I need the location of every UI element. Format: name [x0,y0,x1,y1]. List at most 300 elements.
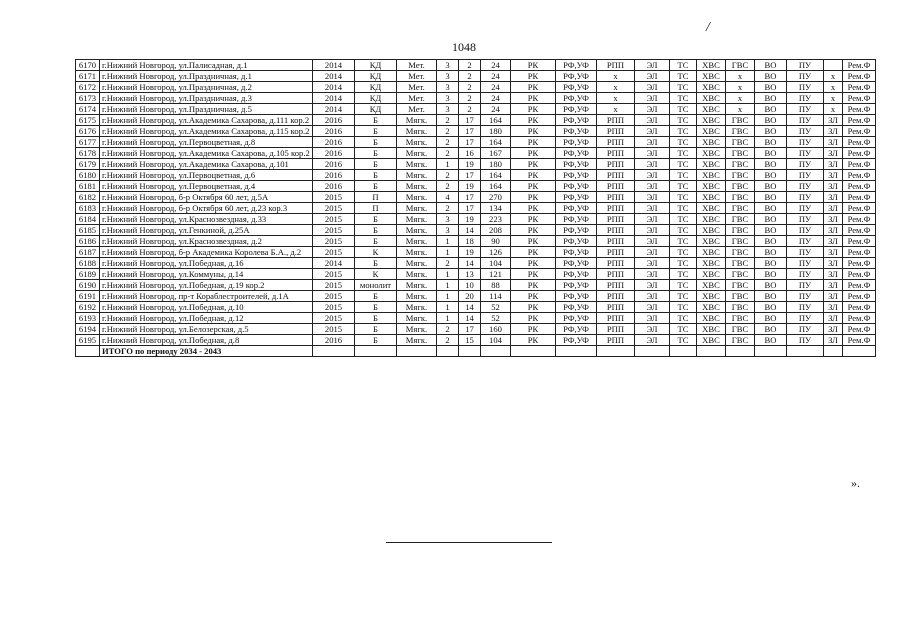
table-cell: ГВС [726,126,755,137]
row-number: 6172 [76,82,100,93]
table-cell: 14 [459,258,481,269]
buildings-table [75,59,876,357]
table-cell: ЭЛ [635,192,670,203]
table-cell: РПП [597,148,635,159]
table-cell: 16 [459,148,481,159]
table-cell: ВО [755,71,787,82]
table-cell: 2014 [313,104,355,115]
table-cell: 164 [481,181,511,192]
table-row [76,159,876,170]
table-cell: РФ,УФ [556,247,597,258]
table-cell: Мягк. [397,236,437,247]
table-cell: 90 [481,236,511,247]
table-cell: ЭЛ [635,302,670,313]
row-number: 6192 [76,302,100,313]
table-cell: РК [511,291,556,302]
table-cell: Рем.Ф [843,148,876,159]
table-cell: РК [511,324,556,335]
table-cell: ГВС [726,280,755,291]
table-cell: ЭЛ [635,148,670,159]
table-cell: ЗЛ [824,335,843,346]
table-cell: Рем.Ф [843,280,876,291]
table-cell: ТС [670,82,697,93]
address-cell: г.Нижний Новгород, ул.Победная, д.8 [100,335,313,346]
table-cell: ХВС [697,258,726,269]
table-cell: ТС [670,225,697,236]
table-cell: ТС [670,313,697,324]
table-body [76,60,876,357]
table-cell: 114 [481,291,511,302]
table-cell: ЗЛ [824,313,843,324]
table-cell: ЗЛ [824,214,843,225]
table-cell: Рем.Ф [843,170,876,181]
table-row [76,269,876,280]
table-cell: РФ,УФ [556,236,597,247]
table-cell: РФ,УФ [556,313,597,324]
table-cell: РФ,УФ [556,170,597,181]
table-cell: ЗЛ [824,258,843,269]
table-cell: КД [355,71,397,82]
table-row [76,258,876,269]
table-cell: ХВС [697,280,726,291]
table-cell: 2015 [313,236,355,247]
table-cell: х [597,82,635,93]
table-cell: 2015 [313,225,355,236]
table-cell: 3 [437,214,459,225]
table-cell: РПП [597,247,635,258]
table-cell: 164 [481,115,511,126]
table-cell: х [824,71,843,82]
table-cell [755,346,787,357]
address-cell: г.Нижний Новгород, ул.Первоцветная, д.4 [100,181,313,192]
table-cell: ВО [755,258,787,269]
table-cell: ХВС [697,93,726,104]
table-cell: 2 [459,71,481,82]
table-cell: ГВС [726,148,755,159]
table-cell: ЗЛ [824,170,843,181]
table-cell: ВО [755,126,787,137]
table-cell: ВО [755,225,787,236]
table-cell: РПП [597,335,635,346]
table-cell: РПП [597,280,635,291]
address-cell: г.Нижний Новгород, ул.Первоцветная, д.8 [100,137,313,148]
table-cell: ХВС [697,302,726,313]
table-row [76,181,876,192]
table-cell: ГВС [726,236,755,247]
table-cell: ПУ [787,148,824,159]
row-number: 6195 [76,335,100,346]
row-number: 6183 [76,203,100,214]
table-cell: Рем.Ф [843,302,876,313]
table-cell: 2 [437,203,459,214]
table-cell: РФ,УФ [556,335,597,346]
table-cell: 2016 [313,148,355,159]
table-cell: 180 [481,126,511,137]
table-cell: ХВС [697,137,726,148]
table-cell: 1 [437,269,459,280]
row-number: 6182 [76,192,100,203]
row-number: 6189 [76,269,100,280]
table-cell: РФ,УФ [556,148,597,159]
table-cell: х [597,93,635,104]
table-cell: Рем.Ф [843,181,876,192]
table-cell: 2015 [313,214,355,225]
table-cell: 2016 [313,126,355,137]
table-cell: РПП [597,225,635,236]
table-cell: х [824,93,843,104]
table-row [76,335,876,346]
table-cell: ВО [755,236,787,247]
handwritten-mark: / [706,20,710,35]
address-cell: г.Нижний Новгород, ул.Праздничная, д.3 [100,93,313,104]
table-cell: ПУ [787,181,824,192]
table-cell: Б [355,313,397,324]
table-cell: РПП [597,236,635,247]
table-cell: ХВС [697,236,726,247]
table-cell [459,346,481,357]
table-cell: ЗЛ [824,291,843,302]
table-row [76,236,876,247]
table-cell: 208 [481,225,511,236]
table-cell: ЗЛ [824,181,843,192]
table-cell: 20 [459,291,481,302]
table-cell: ПУ [787,247,824,258]
row-number: 6185 [76,225,100,236]
table-cell: Рем.Ф [843,71,876,82]
table-cell: х [824,82,843,93]
table-cell: РК [511,170,556,181]
table-cell: РК [511,225,556,236]
table-cell: 19 [459,159,481,170]
table-cell: РФ,УФ [556,104,597,115]
table-cell: 3 [437,82,459,93]
row-number: 6179 [76,159,100,170]
table-cell: Рем.Ф [843,324,876,335]
table-cell: ЭЛ [635,71,670,82]
table-cell: РФ,УФ [556,291,597,302]
table-cell: 164 [481,170,511,181]
table-cell [556,346,597,357]
table-cell: Мягк. [397,291,437,302]
table-cell: Рем.Ф [843,247,876,258]
table-cell: Рем.Ф [843,93,876,104]
row-number: 6173 [76,93,100,104]
table-cell: 167 [481,148,511,159]
table-cell: 2014 [313,82,355,93]
row-number: 6170 [76,60,100,71]
address-cell: г.Нижний Новгород, ул.Академика Сахарова, д.105 кор.2 [100,148,313,159]
table-cell: ХВС [697,159,726,170]
table-cell [481,346,511,357]
table-cell: Б [355,291,397,302]
table-cell: РФ,УФ [556,225,597,236]
table-cell: ХВС [697,324,726,335]
table-cell: ТС [670,137,697,148]
table-cell [824,346,843,357]
table-row [76,104,876,115]
table-cell: Рем.Ф [843,115,876,126]
address-cell: г.Нижний Новгород, б-р Академика Королева Б.А., д.2 [100,247,313,258]
table-cell: РПП [597,159,635,170]
table-row [76,302,876,313]
table-cell: РФ,УФ [556,324,597,335]
table-cell: РФ,УФ [556,302,597,313]
table-cell: ХВС [697,104,726,115]
table-cell: ПУ [787,115,824,126]
row-number: 6193 [76,313,100,324]
table-cell: 24 [481,60,511,71]
table-cell: 2015 [313,280,355,291]
table-cell: Рем.Ф [843,82,876,93]
table-cell: РК [511,137,556,148]
table-row [76,170,876,181]
table-cell: Мягк. [397,280,437,291]
table-row [76,280,876,291]
table-cell: Рем.Ф [843,137,876,148]
table-cell: Рем.Ф [843,225,876,236]
table-cell: ЭЛ [635,82,670,93]
table-cell: 14 [459,313,481,324]
table-cell: ХВС [697,82,726,93]
table-cell: 4 [437,192,459,203]
table-cell: ТС [670,148,697,159]
table-row [76,82,876,93]
table-cell [355,346,397,357]
table-cell: РФ,УФ [556,115,597,126]
table-cell: 17 [459,137,481,148]
table-cell: Мягк. [397,192,437,203]
row-number: 6184 [76,214,100,225]
table-cell: Б [355,324,397,335]
table-cell: 1 [437,291,459,302]
table-row [76,93,876,104]
table-cell: ЭЛ [635,104,670,115]
table-cell: 17 [459,203,481,214]
table-cell: ВО [755,313,787,324]
table-cell: ТС [670,159,697,170]
row-number: 6194 [76,324,100,335]
table-cell: ЗЛ [824,302,843,313]
table-cell [670,346,697,357]
table-cell: Мет. [397,60,437,71]
table-cell: ТС [670,181,697,192]
table-cell: ПУ [787,203,824,214]
table-cell: 24 [481,104,511,115]
table-cell: ТС [670,269,697,280]
table-cell: РФ,УФ [556,192,597,203]
table-cell: 2015 [313,313,355,324]
table-cell: 2015 [313,324,355,335]
table-cell: РПП [597,324,635,335]
table-cell: 17 [459,115,481,126]
table-cell: ГВС [726,324,755,335]
table-cell: ПУ [787,170,824,181]
table-cell [726,346,755,357]
table-cell: Рем.Ф [843,291,876,302]
table-cell: РК [511,82,556,93]
table-cell: РПП [597,269,635,280]
table-cell: ЗЛ [824,115,843,126]
row-number: 6191 [76,291,100,302]
table-cell: ТС [670,214,697,225]
table-cell: ТС [670,170,697,181]
table-cell: КД [355,60,397,71]
table-cell: 1 [437,280,459,291]
table-cell: ЗЛ [824,159,843,170]
table-cell: 121 [481,269,511,280]
table-cell: ЭЛ [635,126,670,137]
table-cell: РК [511,159,556,170]
table-cell: РПП [597,170,635,181]
table-cell: 2 [437,335,459,346]
table-cell: 2016 [313,115,355,126]
table-cell: ЭЛ [635,159,670,170]
table-cell: 19 [459,247,481,258]
table-cell: ЭЛ [635,280,670,291]
table-cell: РК [511,335,556,346]
address-cell: г.Нижний Новгород, ул.Победная, д.10 [100,302,313,313]
table-cell: К [355,247,397,258]
table-cell: Мягк. [397,126,437,137]
table-cell: РПП [597,313,635,324]
page-number: 1048 [452,40,476,54]
table-cell: ЗЛ [824,247,843,258]
table-cell: Рем.Ф [843,104,876,115]
table-cell: ЭЛ [635,115,670,126]
table-cell [843,346,876,357]
table-row [76,291,876,302]
row-number: 6171 [76,71,100,82]
table-cell: РК [511,247,556,258]
row-number: 6178 [76,148,100,159]
table-cell: Рем.Ф [843,214,876,225]
table-cell: ЭЛ [635,236,670,247]
table-cell: ВО [755,181,787,192]
table-cell: 2 [437,181,459,192]
table-cell: ХВС [697,269,726,280]
table-cell: КД [355,93,397,104]
table-cell [824,60,843,71]
table-cell: ПУ [787,291,824,302]
table-cell: ВО [755,247,787,258]
table-cell: РФ,УФ [556,60,597,71]
table-cell: 126 [481,247,511,258]
table-cell: Мягк. [397,324,437,335]
table-cell: Б [355,137,397,148]
table-cell: 2 [437,170,459,181]
table-cell: ХВС [697,192,726,203]
table-cell: ЗЛ [824,324,843,335]
table-cell: РК [511,192,556,203]
table-cell: РК [511,203,556,214]
table-cell: ПУ [787,313,824,324]
table-cell: 2014 [313,93,355,104]
address-cell: г.Нижний Новгород, ул.Первоцветная, д.6 [100,170,313,181]
table-cell: 2 [437,137,459,148]
table-cell: Мягк. [397,148,437,159]
table-cell: РПП [597,258,635,269]
table-cell: 2015 [313,269,355,280]
table-cell: ПУ [787,236,824,247]
table-cell: 2 [437,148,459,159]
table-cell: РФ,УФ [556,280,597,291]
table-cell: ВО [755,335,787,346]
table-cell: ГВС [726,269,755,280]
table-cell: ХВС [697,71,726,82]
table-cell: х [726,93,755,104]
table-cell: 2 [437,115,459,126]
table-cell [597,346,635,357]
table-cell: ВО [755,93,787,104]
row-number: 6190 [76,280,100,291]
table-cell: ПУ [787,104,824,115]
table-cell: 223 [481,214,511,225]
address-cell: г.Нижний Новгород, ул.Академика Сахарова, д.115 кор.2 [100,126,313,137]
table-cell: ЭЛ [635,60,670,71]
table-cell: ТС [670,93,697,104]
table-cell: ГВС [726,170,755,181]
table-cell: Рем.Ф [843,192,876,203]
table-cell: 2 [459,93,481,104]
table-cell: ВО [755,324,787,335]
table-cell [697,346,726,357]
table-cell: Б [355,236,397,247]
table-cell: ЭЛ [635,181,670,192]
row-number: 6175 [76,115,100,126]
table-cell: ХВС [697,225,726,236]
address-cell: г.Нижний Новгород, ул.Академика Сахарова, д.101 [100,159,313,170]
table-cell: ХВС [697,203,726,214]
table-cell: РПП [597,60,635,71]
table-cell: ТС [670,192,697,203]
table-cell: ЗЛ [824,225,843,236]
table-cell: РПП [597,137,635,148]
table-cell: Б [355,181,397,192]
table-cell: 2014 [313,258,355,269]
table-cell: ХВС [697,126,726,137]
table-row [76,324,876,335]
table-cell: 2015 [313,192,355,203]
table-cell: 134 [481,203,511,214]
table-row [76,71,876,82]
table-row [76,225,876,236]
table-cell: 2014 [313,60,355,71]
table-cell: 2016 [313,170,355,181]
table-row [76,148,876,159]
address-cell: г.Нижний Новгород, ул.Победная, д.12 [100,313,313,324]
table-cell: РК [511,60,556,71]
table-cell: 24 [481,93,511,104]
table-cell: ТС [670,126,697,137]
table-cell: Мягк. [397,247,437,258]
table-cell: ВО [755,159,787,170]
table-cell: 24 [481,82,511,93]
table-cell: РПП [597,302,635,313]
table-cell: 3 [437,93,459,104]
row-number: 6177 [76,137,100,148]
table-row [76,247,876,258]
table-cell: ХВС [697,214,726,225]
address-cell: г.Нижний Новгород, ул.Победная, д.19 кор.2 [100,280,313,291]
table-cell: 14 [459,302,481,313]
table-cell: РК [511,148,556,159]
table-cell: РК [511,302,556,313]
row-number: 6188 [76,258,100,269]
table-cell: РК [511,181,556,192]
table-cell: х [597,71,635,82]
table-cell: 270 [481,192,511,203]
table-cell: ХВС [697,291,726,302]
